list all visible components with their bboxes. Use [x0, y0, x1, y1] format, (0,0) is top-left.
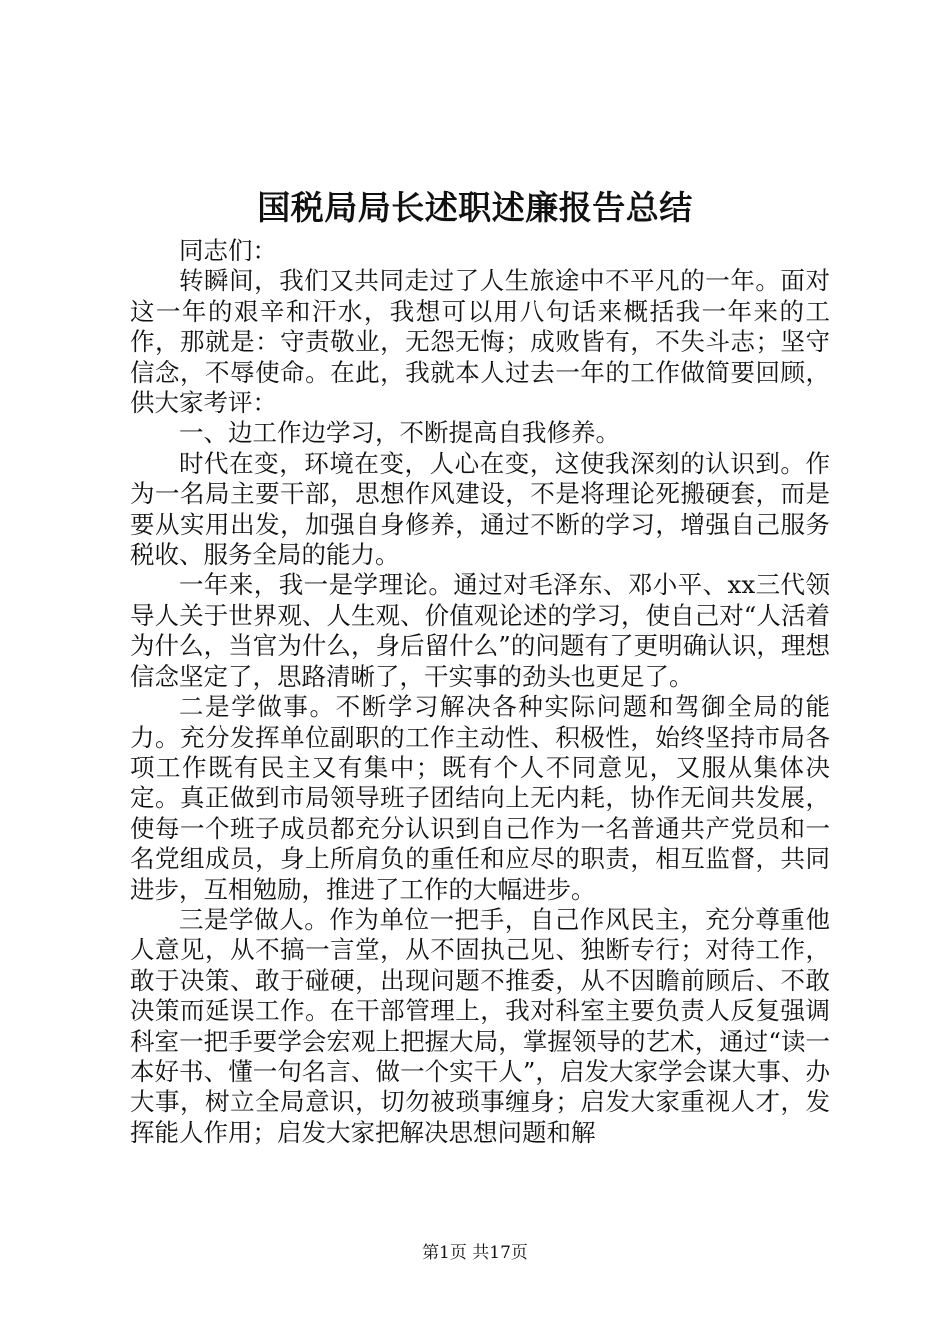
salutation-paragraph: 同志们：: [179, 236, 277, 265]
body-paragraph: 一年来，我一是学理论。通过对毛泽东、邓小平、xx三代领导人关于世界观、人生观、价值观论述的学习，使自己对“人活着为什么，当官为什么，身后留什么”的问题有了更明确认识，理想信念坚定了，思路清晰了，干实事的劲头也更足了。: [130, 570, 830, 691]
document-body: [130, 236, 830, 1148]
body-paragraph: 二是学做事。不断学习解决各种实际问题和驾御全局的能力。充分发挥单位副职的工作主动性、积极性，始终坚持市局各项工作既有民主又有集中；既有个人不同意见，又服从集体决定。真正做到市局领导班子团结向上无内耗，协作无间共发展，使每一个班子成员都充分认识到自己作为一名普通共产党员和一名党组成员，身上所肩负的重任和应尽的职责，相互监督，共同进步，互相勉励，推进了工作的大幅进步。: [130, 692, 830, 904]
body-paragraph: 转瞬间，我们又共同走过了人生旅途中不平凡的一年。面对这一年的艰辛和汗水，我想可以用八句话来概括我一年来的工作，那就是：守责敬业，无怨无悔；成败皆有，不失斗志；坚守信念，不辱使命。在此，我就本人过去一年的工作做简要回顾，供大家考评：: [130, 266, 830, 418]
body-paragraph: 时代在变，环境在变，人心在变，这使我深刻的认识到。作为一名局主要干部，思想作风建设，不是将理论死搬硬套，而是要从实用出发，加强自身修养，通过不断的学习，增强自己服务税收、服务全局的能力。: [130, 448, 830, 570]
section-heading-paragraph: 一、边工作边学习，不断提高自我修养。: [179, 418, 620, 448]
page-number-footer: 第1页 共17页: [422, 1243, 528, 1263]
document-title: 国税局局长述职述廉报告总结: [257, 188, 693, 227]
body-paragraph: 三是学做人。作为单位一把手，自己作风民主，充分尊重他人意见，从不搞一言堂，从不固执己见、独断专行；对待工作，敢于决策、敢于碰硬，出现问题不推委，从不因瞻前顾后、不敢决策而延误工作。在干部管理上，我对科室主要负责人反复强调科室一把手要学会宏观上把握大局，掌握领导的艺术，通过“读一本好书、懂一句名言、做一个实干人”，启发大家学会谋大事、办大事，树立全局意识，切勿被琐事缠身；启发大家重视人才，发挥能人作用；启发大家把解决思想问题和解: [130, 904, 830, 1147]
